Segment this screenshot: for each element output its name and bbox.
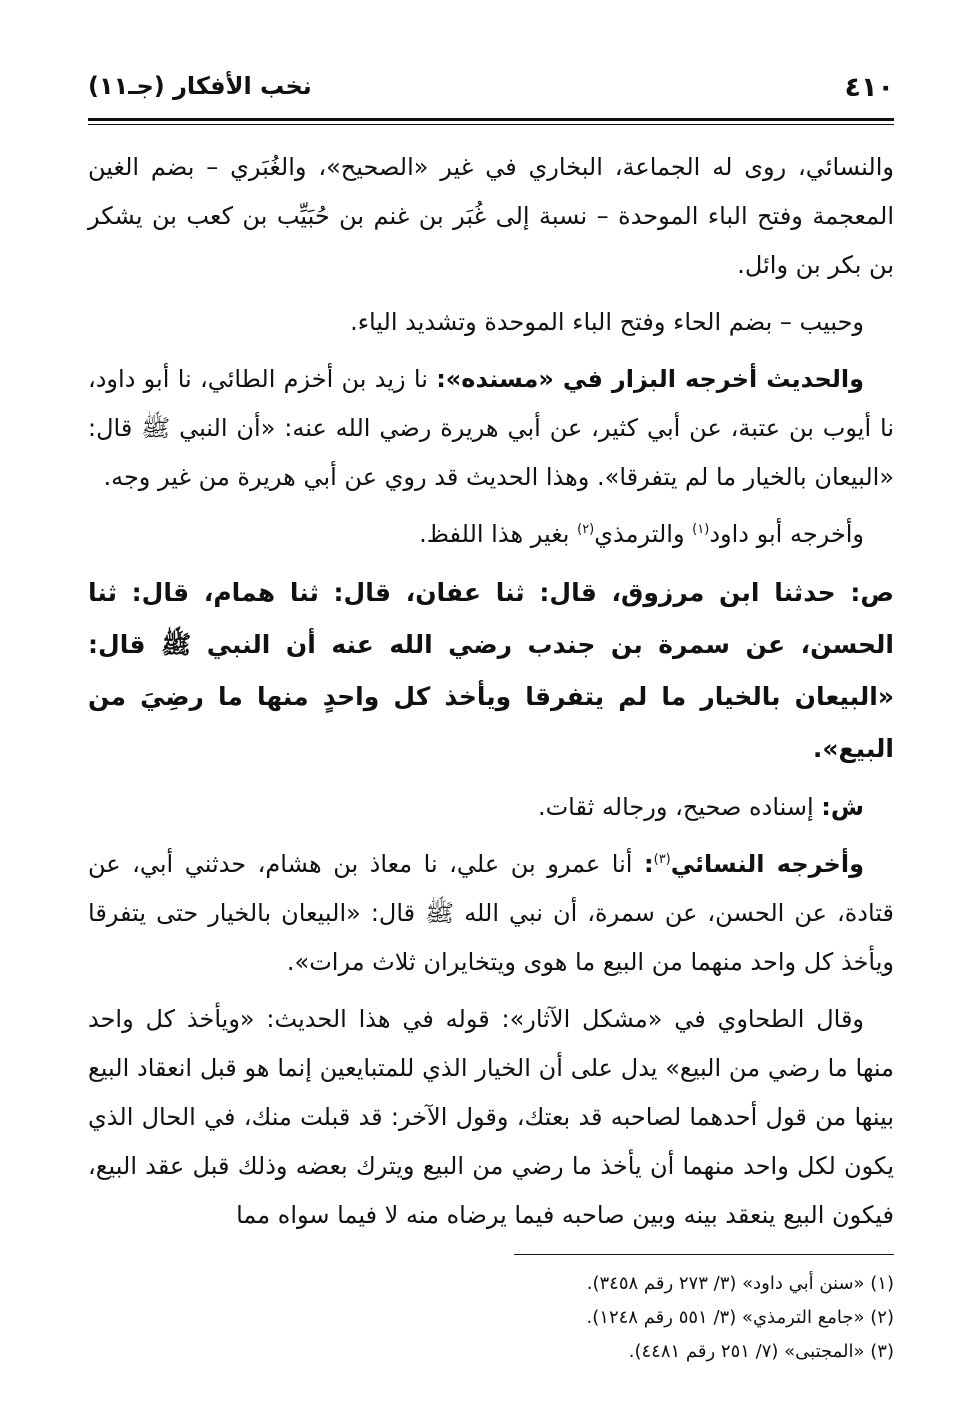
paragraph-shin bbox=[88, 783, 894, 832]
main-text bbox=[88, 143, 894, 1240]
paragraph-sad: ص: حدثنا ابن مرزوق، قال: ثنا عفان، قال: ثنا همام، قال: ثنا الحسن، عن سمرة بن جندب رضي الله عنه أن النبي ﷺ قال: «البيعان بالخيار ما لم يتفرقا ويأخذ كل واحدٍ منها ما رضِيَ من البيع». bbox=[88, 578, 894, 763]
abu-dawud-part1: وأخرجه أبو داود bbox=[709, 520, 864, 548]
bazzar-text: نا زيد بن أخزم الطائي، نا أبو داود، نا أيوب بن عتبة، عن أبي كثير، عن أبي هريرة رضي الله عنه: «أن النبي ﷺ قال: «البيعان بالخيار ما لم يتفرقا». وهذا الحديث قد روي عن أبي هريرة من غير وجه. bbox=[88, 365, 894, 491]
book-page bbox=[88, 70, 894, 1370]
paragraph-habib: وحبيب – بضم الحاء وفتح الباء الموحدة وتشديد الياء. bbox=[350, 308, 864, 336]
footnotes bbox=[88, 1267, 894, 1369]
paragraph-abu-dawud bbox=[88, 510, 894, 559]
footnote-ref-3[interactable]: (٣) bbox=[653, 852, 671, 867]
abu-dawud-part2: والترمذي bbox=[594, 520, 693, 548]
page-number: ٤١٠ bbox=[844, 72, 894, 103]
bazzar-lead: والحديث أخرجه البزار في «مسنده»: bbox=[436, 365, 864, 393]
paragraph-ghubari: والنسائي، روى له الجماعة، البخاري في غير «الصحيح»، والغُبَري – بضم الغين المعجمة وفتح الباء الموحدة – نسبة إلى غُبَر بن غنم بن حُبَيِّب بن كعب بن يشكر بن بكر بن وائل. bbox=[88, 153, 894, 279]
paragraph-nasai bbox=[88, 840, 894, 987]
footnote-1: (١) «سنن أبي داود» (٣/ ٢٧٣ رقم ٣٤٥٨). bbox=[586, 1273, 894, 1294]
shin-text: إسناده صحيح، ورجاله ثقات. bbox=[537, 793, 822, 821]
nasai-text: أنا عمرو بن علي، نا معاذ بن هشام، حدثني أبي، عن قتادة، عن الحسن، عن سمرة، أن نبي الله ﷺ قال: «البيعان بالخيار حتى يتفرقا ويأخذ كل واحد منهما من البيع ما هوى ويتخايران ثلاث مرات». bbox=[88, 850, 894, 976]
nasai-colon: : bbox=[644, 850, 654, 878]
header-rule-thin bbox=[88, 124, 894, 125]
footnote-3: (٣) «المجتبى» (٧/ ٢٥١ رقم ٤٤٨١). bbox=[628, 1341, 894, 1362]
abu-dawud-part3: بغير هذا اللفظ. bbox=[419, 520, 578, 548]
footnote-ref-2[interactable]: (٢) bbox=[577, 522, 595, 537]
paragraph-bazzar bbox=[88, 355, 894, 502]
footnote-2: (٢) «جامع الترمذي» (٣/ ٥٥١ رقم ١٢٤٨). bbox=[586, 1307, 894, 1328]
nasai-lead: وأخرجه النسائي bbox=[670, 850, 864, 878]
page-header bbox=[88, 70, 894, 112]
paragraph-tahawi: وقال الطحاوي في «مشكل الآثار»: قوله في هذا الحديث: «ويأخذ كل واحد منها ما رضي من البيع» يدل على أن الخيار الذي للمتبايعين إنما هو قبل انعقاد البيع بينها من قول أحدهما لصاحبه قد بعتك، وقول الآخر: قد قبلت منك، في الحال الذي يكون لكل واحد منهما أن يأخذ ما رضي من البيع ويترك بعضه وذلك قبل عقد البيع، فيكون البيع ينعقد بينه وبين صاحبه فيما يرضاه منه لا فيما سواه مما bbox=[88, 1005, 894, 1229]
book-title: نخب الأفكار (جـ١١) bbox=[88, 72, 312, 100]
header-rule-thick bbox=[88, 118, 894, 121]
shin-lead: ش: bbox=[821, 793, 864, 821]
footnote-separator bbox=[514, 1254, 894, 1255]
footnote-ref-1[interactable]: (١) bbox=[692, 522, 710, 537]
